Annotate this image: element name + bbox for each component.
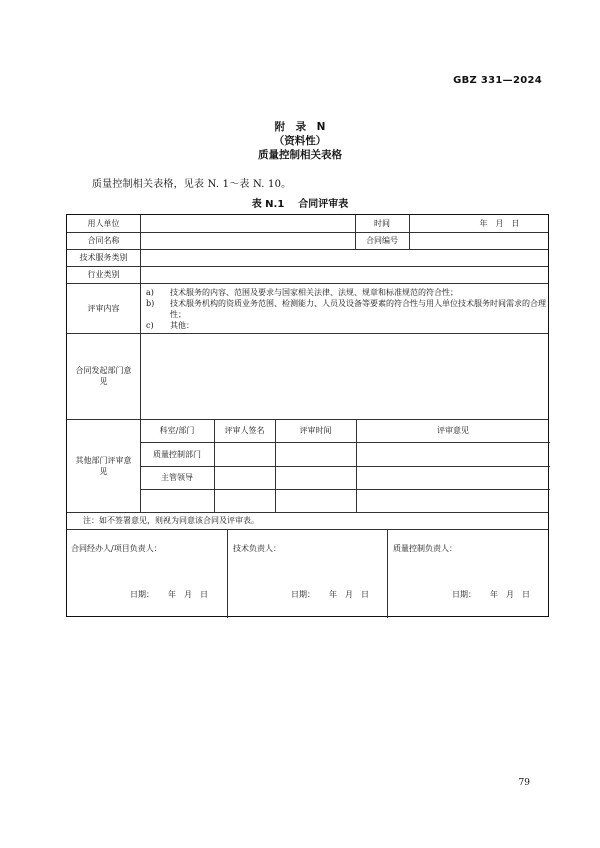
header-review-opinion: 评审意见	[437, 426, 469, 435]
contract-review-form	[66, 214, 549, 617]
table-name: 合同评审表	[298, 199, 349, 210]
other-dept-label: 其他部门评审意见	[75, 455, 132, 476]
signature-cell[interactable]	[214, 442, 275, 466]
header-review-time: 评审时间	[299, 426, 332, 435]
table-row-quality-dept: 质量控制部门	[153, 449, 201, 459]
signer-tech-lead-label: 技术负责人：	[233, 544, 281, 553]
review-item-b: b) 技术服务机构的资质业务范围、检测能力、人员及设备等要素的符合性与用人单位技术服务时间需求的合理性；	[146, 299, 546, 319]
contract-no-label: 合同编号	[366, 236, 398, 245]
initiating-dept-label: 合同发起部门意见	[75, 366, 132, 386]
service-type-label: 技术服务类别	[79, 253, 128, 262]
review-item-c: c) 其他：	[146, 321, 194, 330]
review-opinion-cell[interactable]	[356, 442, 550, 466]
time-field[interactable]: 年 月 日	[479, 219, 520, 228]
service-type-field[interactable]	[140, 249, 550, 266]
signer-quality-lead-date: 日期： 年 月 日	[452, 590, 530, 599]
signature-cell[interactable]	[214, 466, 275, 489]
signature-cell[interactable]	[214, 489, 275, 512]
review-opinion-cell[interactable]	[356, 466, 550, 489]
table-caption	[0, 195, 600, 210]
review-content-label: 评审内容	[87, 303, 120, 313]
contract-no-field[interactable]	[409, 232, 550, 249]
intro-paragraph: 质量控制相关表格，见表 N. 1～表 N. 10。	[92, 179, 292, 190]
appendix-subtitle: （资料性）	[273, 135, 327, 147]
client-field[interactable]	[140, 215, 355, 232]
appendix-title-block	[0, 120, 600, 162]
client-label: 用人单位	[87, 219, 120, 228]
signer-tech-lead-date: 日期： 年 月 日	[291, 590, 369, 599]
initiating-dept-opinion-field[interactable]	[140, 333, 550, 419]
review-opinion-cell[interactable]	[356, 489, 550, 512]
industry-label: 行业类别	[87, 270, 120, 279]
review-time-cell[interactable]	[275, 466, 356, 489]
document-code: GBZ 331—2024	[453, 75, 542, 86]
time-label: 时间	[374, 219, 390, 228]
header-reviewer-signature: 评审人签名	[224, 426, 265, 435]
form-note: 注：如不签署意见，则视为同意该合同及评审表。	[83, 516, 259, 525]
contract-name-label: 合同名称	[87, 236, 120, 245]
appendix-name: 质量控制相关表格	[258, 149, 342, 161]
review-time-cell[interactable]	[275, 442, 356, 466]
review-time-cell[interactable]	[275, 489, 356, 512]
header-dept: 科室/部门	[159, 426, 195, 435]
page-number: 79	[518, 778, 530, 788]
signer-project-lead-date: 日期： 年 月 日	[130, 590, 208, 599]
signer-project-lead-label: 合同经办人/项目负责人：	[71, 544, 162, 553]
review-item-a: a) 技术服务的内容、范围及要求与国家相关法律、法规、规章和标准规范的符合性；	[146, 288, 458, 297]
contract-name-field[interactable]	[140, 232, 355, 249]
table-row-blank[interactable]	[140, 489, 214, 512]
appendix-title: 附 录 N	[274, 121, 326, 133]
table-row-leader: 主管领导	[161, 473, 193, 482]
industry-field[interactable]	[140, 266, 550, 283]
signer-quality-lead-label: 质量控制负责人：	[393, 544, 457, 553]
table-number: 表 N.1	[251, 199, 285, 210]
